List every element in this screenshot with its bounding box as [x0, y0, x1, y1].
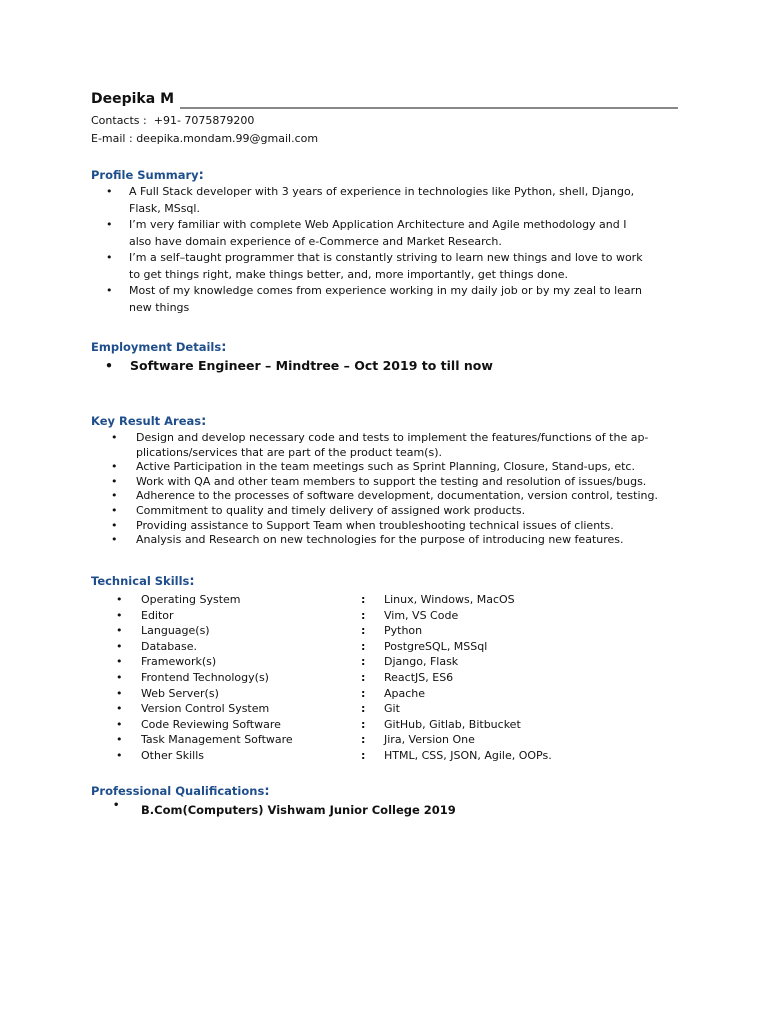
list-item: • Work with QA and other team members to support the testing and resolution of issues/bugs. [111, 474, 647, 488]
skill-value: GitHub, Gitlab, Bitbucket [384, 717, 521, 731]
employment-details-heading: Employment Details: [91, 340, 227, 355]
bullet: • [116, 686, 123, 700]
bullet: • [116, 624, 123, 638]
skill-name: Language(s) [141, 624, 210, 638]
bullet: • [116, 608, 123, 622]
list-item: • Most of my knowledge comes from experience working in my daily job or by my zeal to learn new things [106, 284, 642, 314]
list-item: • I’m a self–taught programmer that is constantly striving to learn new things and love to work to get things right, make things better, and, more importantly, get things done. [106, 251, 643, 281]
list-item: • A Full Stack developer with 3 years of experience in technologies like Python, shell, Django, Flask, MSsql. [106, 185, 635, 215]
table-row [91, 624, 768, 640]
technical-skills-heading: Technical Skills: [91, 574, 195, 589]
skill-value: Linux, Windows, MacOS [384, 593, 515, 606]
bullet: • [116, 593, 123, 606]
employment-details-heading-text: Employment Details [91, 340, 222, 354]
technical-skills-heading-text: Technical Skills [91, 574, 190, 588]
skill-name: Code Reviewing Software [141, 717, 281, 731]
skill-value: Git [384, 702, 400, 716]
skill-value: Vim, VS Code [384, 608, 459, 622]
header-rule [180, 107, 678, 109]
skill-name: Editor [141, 608, 174, 622]
skill-name: Framework(s) [141, 655, 217, 669]
phone-label: Contacts : [91, 114, 147, 127]
skill-name: Version Control System [141, 702, 270, 716]
phone-number: +91- 7075879200 [153, 114, 255, 127]
list-item: • Design and develop necessary code and tests to implement the features/functions of the ap- plications/services that are part of the product team(s). [111, 431, 649, 459]
skill-value: Python [384, 624, 423, 638]
contact-email-line [91, 132, 318, 145]
employment-role: Software Engineer – Mindtree – Oct 2019 to till now [130, 358, 493, 373]
bullet: • [116, 702, 123, 716]
qualification-text: B.Com(Computers) Vishwam Junior College 2019 [141, 803, 456, 817]
table-row [91, 671, 768, 687]
skill-value: HTML, CSS, JSON, Agile, OOPs. [384, 749, 552, 762]
table-row [91, 718, 768, 734]
bullet: • [116, 717, 123, 731]
list-item: • I’m very familiar with complete Web Application Architecture and Agile methodology and I also have domain experience of e-Commerce and Market Research. [106, 218, 627, 248]
bullet: • [116, 639, 123, 653]
skill-separator: : [361, 749, 366, 762]
skill-separator: : [361, 717, 366, 731]
bullet: • [116, 733, 123, 747]
skill-separator: : [361, 686, 366, 700]
professional-qualifications-heading: Professional Qualifications: [91, 784, 270, 799]
skill-separator: : [361, 624, 366, 638]
skill-value: Jira, Version One [384, 733, 475, 747]
list-item: • Providing assistance to Support Team when troubleshooting technical issues of clients. [111, 518, 614, 532]
skill-name: Frontend Technology(s) [141, 671, 269, 684]
table-row [91, 687, 768, 703]
professional-qualifications-heading-text: Professional Qualifications [91, 784, 265, 798]
key-result-areas-heading-text: Key Result Areas [91, 414, 202, 428]
skill-name: Operating System [141, 593, 241, 606]
skill-name: Database. [141, 639, 197, 653]
list-item: • Adherence to the processes of software development, documentation, version control, testing. [111, 489, 658, 503]
skill-name: Task Management Software [141, 733, 293, 747]
candidate-name: Deepika M [91, 91, 174, 107]
email-label: E-mail : [91, 132, 133, 145]
skill-value: ReactJS, ES6 [384, 671, 454, 684]
list-item: • Commitment to quality and timely delivery of assigned work products. [111, 503, 526, 517]
contact-phone-line [91, 114, 254, 127]
key-result-areas-heading: Key Result Areas: [91, 414, 207, 429]
table-row [91, 749, 768, 765]
table-row [91, 593, 768, 609]
list-item: • Analysis and Research on new technologies for the purpose of introducing new features. [111, 533, 624, 547]
list-item: • Active Participation in the team meetings such as Sprint Planning, Closure, Stand-ups, etc. [111, 460, 635, 474]
bullet: • [116, 749, 123, 762]
skill-value: Django, Flask [384, 655, 459, 669]
profile-summary-heading-text: Profile Summary [91, 168, 199, 182]
table-row [91, 702, 768, 718]
profile-summary-list [91, 184, 691, 316]
skill-separator: : [361, 655, 366, 669]
skill-separator: : [361, 702, 366, 716]
bullet: • [116, 671, 123, 684]
table-row [91, 733, 768, 749]
profile-summary-heading: Profile Summary: [91, 168, 204, 183]
bullet: • [116, 655, 123, 669]
table-row [91, 655, 768, 671]
key-result-areas-list [91, 431, 691, 548]
skill-separator: : [361, 639, 366, 653]
skill-separator: : [361, 593, 366, 606]
table-row [91, 640, 768, 656]
skill-name: Other Skills [141, 749, 204, 762]
skill-value: PostgreSQL, MSSql [384, 639, 488, 653]
skill-value: Apache [384, 686, 426, 700]
skill-separator: : [361, 733, 366, 747]
skill-separator: : [361, 671, 366, 684]
email-address: deepika.mondam.99@gmail.com [136, 132, 319, 145]
skill-separator: : [361, 608, 366, 622]
technical-skills-table [91, 593, 711, 773]
skill-name: Web Server(s) [141, 686, 219, 700]
table-row [91, 609, 768, 625]
